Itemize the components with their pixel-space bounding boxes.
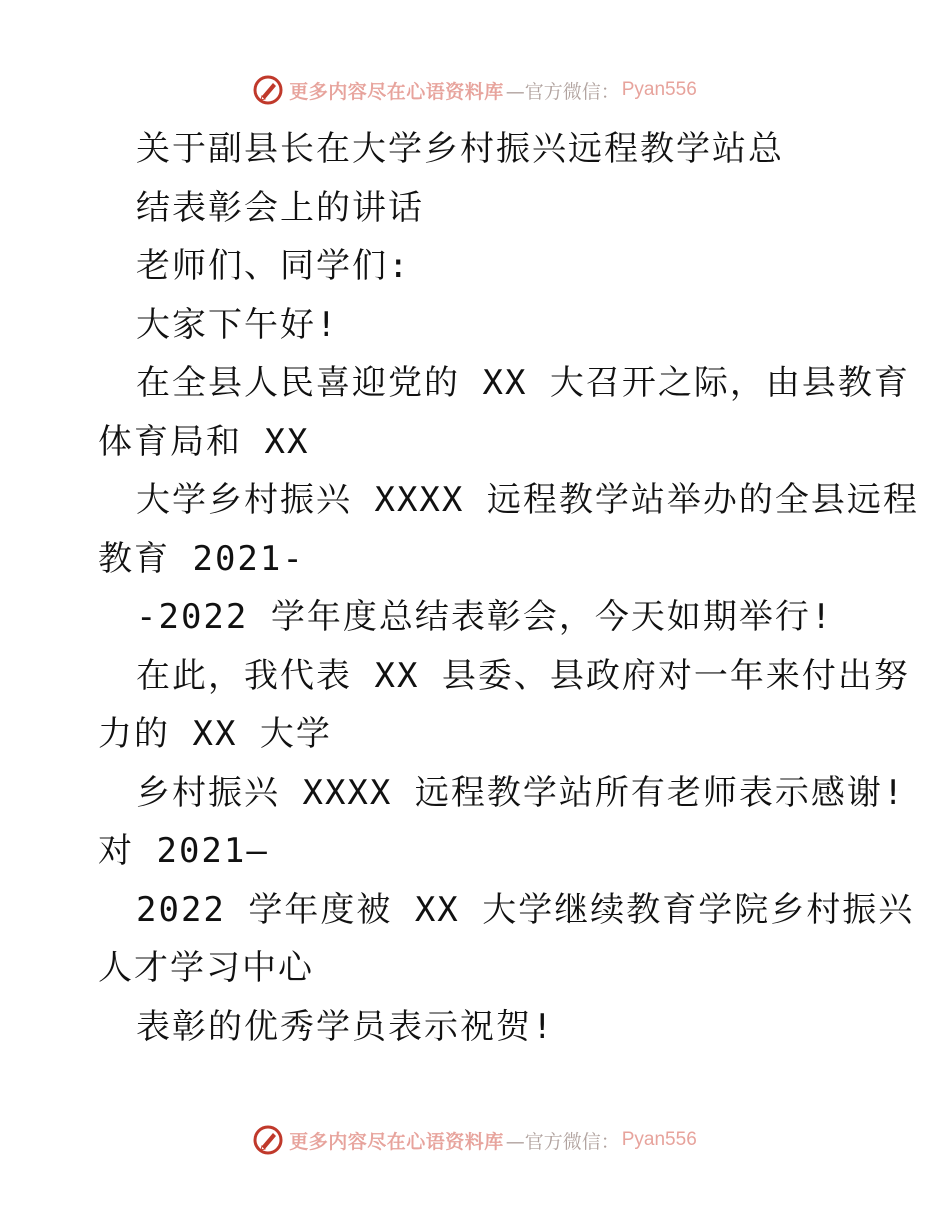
body-line: 在全县人民喜迎党的 XX 大召开之际，由县教育 [136,363,910,403]
body-line: 2022 学年度被 XX 大学继续教育学院乡村振兴 [136,889,915,930]
body-line: -2022 学年度总结表彰会，今天如期举行! [136,597,834,637]
pen-logo-icon [253,75,283,105]
watermark-separator: —官方微信： [505,80,620,103]
document-body [98,120,919,1056]
body-line: 表彰的优秀学员表示祝贺! [136,1006,555,1047]
body-line: 对 2021— [98,831,269,871]
greeting: 大家下午好! [136,304,339,345]
header-watermark [0,72,950,108]
watermark-text: 更多内容尽在心语资料库 [289,1130,504,1153]
watermark-separator: —官方微信： [505,1130,620,1153]
title-line-1: 关于副县长在大学乡村振兴远程教学站总 [136,129,784,169]
body-line: 大学乡村振兴 XXXX 远程教学站举办的全县远程 [136,480,919,520]
watermark-handle: Pyan556 [621,79,697,100]
salutation: 老师们、同学们: [136,246,411,286]
body-line: 人才学习中心 [98,948,314,988]
body-line: 体育局和 XX [98,421,310,462]
body-line: 乡村振兴 XXXX 远程教学站所有老师表示感谢! [136,772,906,813]
watermark-text: 更多内容尽在心语资料库 [289,80,504,103]
body-line: 在此，我代表 XX 县委、县政府对一年来付出努 [136,655,910,696]
body-line: 教育 2021- [98,538,305,579]
footer-watermark [0,1122,950,1158]
body-line: 力的 XX 大学 [98,714,332,754]
watermark-handle: Pyan556 [621,1129,697,1150]
title-line-2: 结表彰会上的讲话 [136,187,424,228]
pen-logo-icon [253,1125,283,1155]
